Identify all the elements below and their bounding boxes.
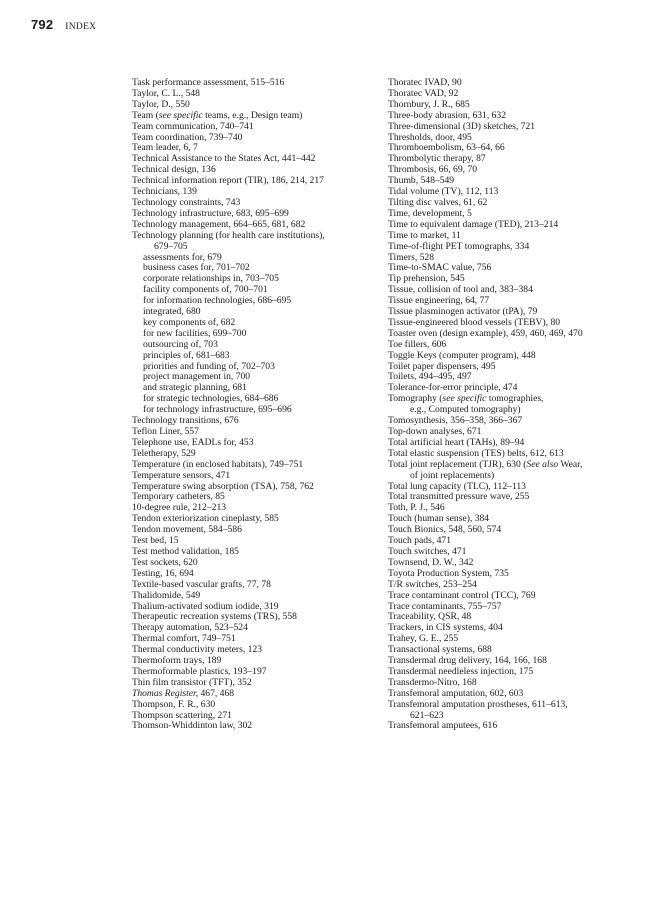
index-entry: Toggle Keys (computer program), 448: [388, 349, 536, 361]
index-entry: Top-down analyses, 671: [388, 426, 482, 437]
index-entry: Team coordination, 739–740: [132, 131, 243, 143]
index-entry: Technology constraints, 743: [132, 196, 241, 208]
index-subentry: for technology infrastructure, 695–696: [143, 404, 292, 416]
index-entry: Touch pads, 471: [388, 535, 452, 547]
index-entry: Tissue, collision of tool and, 383–384: [388, 284, 533, 296]
index-column-right: [388, 78, 650, 732]
index-entry: Total artificial heart (TAHs), 89–94: [388, 436, 525, 448]
index-entry: Textile-based vascular grafts, 77, 78: [132, 578, 271, 590]
index-entry: Tissue-engineered blood vessels (TEBV), 80: [388, 316, 561, 328]
index-entry: Toilets, 494–495, 497: [388, 371, 472, 383]
index-entry: Transfemoral amputation, 602, 603: [388, 687, 524, 699]
index-entry: Telephone use, EADLs for, 453: [132, 436, 254, 448]
index-entry: Total joint replacement (TJR), 630 (See also Wear,: [388, 458, 583, 470]
index-entry: Thoratec VAD, 92: [388, 87, 459, 99]
page-header: [31, 17, 96, 32]
index-entry: Transdermal drug delivery, 164, 166, 168: [388, 655, 547, 667]
index-entry: Trace contaminants, 755–757: [388, 600, 502, 612]
index-entry: Testing, 16, 694: [132, 567, 194, 579]
index-entry: Thrombosis, 66, 69, 70: [388, 164, 478, 176]
index-entry: Test bed, 15: [132, 535, 179, 547]
index-entry: Thermal conductivity meters, 123: [132, 644, 263, 656]
index-entry: Tissue engineering, 64, 77: [388, 295, 490, 307]
index-entry: Technical design, 136: [132, 164, 216, 176]
index-entry: Test sockets, 620: [132, 556, 198, 568]
index-entry: Toth, P. J., 546: [388, 502, 445, 514]
index-subentry: assessments for, 679: [143, 251, 222, 263]
index-entry: Toe fillers, 606: [388, 338, 447, 350]
page-number: 792: [31, 17, 54, 32]
index-entry: Thin film transistor (TFT), 352: [132, 676, 252, 688]
index-entry: Toaster oven (design example), 459, 460, 469, 470: [388, 327, 583, 339]
index-entry: Thalidomide, 549: [132, 589, 201, 601]
index-entry: Thumb, 548–549: [388, 175, 455, 187]
index-entry: Total transmitted pressure wave, 255: [388, 491, 530, 503]
index-subentry: for strategic technologies, 684–686: [143, 393, 279, 405]
index-entry: Tomosynthesis, 356–358, 366–367: [388, 415, 523, 427]
index-entry: Three-body abrasion, 631, 632: [388, 109, 507, 121]
index-entry: Time-to-SMAC value, 756: [388, 262, 492, 274]
index-entry: Thermoform trays, 189: [132, 655, 222, 667]
index-entry: Team leader, 6, 7: [132, 142, 198, 154]
index-entry: Timers, 528: [388, 251, 435, 263]
index-entry: Touch switches, 471: [388, 545, 467, 557]
index-entry: Therapy automation, 523–524: [132, 622, 248, 634]
index-entry: Thomson-Whiddinton law, 302: [132, 720, 253, 732]
index-entry: Tip prehension, 545: [388, 273, 465, 285]
index-entry: Thresholds, door, 495: [388, 131, 472, 143]
index-entry: Tendon exteriorization cineplasty, 585: [132, 513, 279, 525]
index-entry: Toyota Production System, 735: [388, 567, 509, 579]
index-entry-continuation: 679–705: [154, 240, 188, 252]
index-entry: Test method validation, 185: [132, 545, 239, 557]
index-subentry: and strategic planning, 681: [143, 382, 247, 394]
index-entry: Temperature swing absorption (TSA), 758, 762: [132, 480, 314, 492]
index-subentry: integrated, 680: [143, 306, 201, 318]
index-entry: Trace contaminant control (TCC), 769: [388, 589, 536, 601]
index-subentry: outsourcing of, 703: [143, 338, 218, 350]
index-entry: Thompson, F. R., 630: [132, 698, 216, 710]
index-entry: Therapeutic recreation systems (TRS), 558: [132, 611, 297, 623]
index-entry-continuation: e.g., Computed tomography): [410, 404, 521, 416]
index-entry: Tilting disc valves, 61, 62: [388, 196, 488, 208]
index-subentry: principles of, 681–683: [143, 349, 230, 361]
index-entry: Transfemoral amputees, 616: [388, 720, 498, 732]
index-entry: Technology transitions, 676: [132, 415, 239, 427]
index-entry: Tissue plasminogen activator (tPA), 79: [388, 306, 538, 318]
index-entry: Traceability, QSR, 48: [388, 611, 472, 623]
index-entry: Townsend, D. W., 342: [388, 556, 474, 568]
index-entry: Temperature (in enclosed habitats), 749–751: [132, 458, 304, 470]
index-entry: Thermal comfort, 749–751: [132, 633, 236, 645]
index-entry: Technical Assistance to the States Act, 441–442: [132, 153, 316, 165]
index-entry: Tendon movement, 584–586: [132, 524, 242, 536]
index-subentry: facility components of, 700–701: [143, 284, 268, 296]
index-entry: Thornbury, J. R., 685: [388, 98, 470, 110]
index-subentry: for information technologies, 686–695: [143, 295, 292, 307]
index-entry: Thomas Register, 467, 468: [132, 687, 235, 699]
index-entry: Tomography (see specific tomographies,: [388, 393, 544, 405]
index-entry: Technology infrastructure, 683, 695–699: [132, 207, 289, 219]
index-subentry: project management in, 700: [143, 371, 251, 383]
index-entry: Trahey, G. E., 255: [388, 633, 459, 645]
index-entry: Teflon Liner, 557: [132, 426, 199, 437]
index-entry: Thermoformable plastics, 193–197: [132, 665, 267, 677]
index-entry: Team (see specific teams, e.g., Design team): [132, 109, 303, 121]
index-entry: Time, development, 5: [388, 207, 472, 219]
index-entry: Technical information report (TIR), 186, 214, 217: [132, 175, 324, 187]
index-entry: Technology planning (for health care institutions),: [132, 229, 325, 241]
index-entry: Transfemoral amputation prostheses, 611–613,: [388, 698, 568, 710]
index-entry: Temperature sensors, 471: [132, 469, 231, 481]
index-entry: Technicians, 139: [132, 186, 197, 198]
index-entry-continuation: of joint replacements): [410, 469, 495, 481]
index-entry: Thalium-activated sodium iodide, 319: [132, 600, 279, 612]
index-entry: Team communication, 740–741: [132, 120, 254, 132]
index-entry: Taylor, D., 550: [132, 98, 190, 110]
index-entry: Transdermo-Nitro, 168: [388, 676, 477, 688]
index-entry: Taylor, C. L., 548: [132, 87, 200, 99]
index-entry: Tidal volume (TV), 112, 113: [388, 186, 499, 198]
index-entry: Touch Bionics, 548, 560, 574: [388, 524, 502, 536]
index-entry: Total elastic suspension (TES) belts, 612, 613: [388, 447, 564, 459]
index-column-left: [132, 78, 382, 732]
index-entry: Thoratec IVAD, 90: [388, 77, 462, 88]
index-entry: Thromboembolism, 63–64, 66: [388, 142, 505, 154]
index-subentry: business cases for, 701–702: [143, 262, 250, 274]
index-entry: Transdermal needleless injection, 175: [388, 665, 534, 677]
index-entry: T/R switches, 253–254: [388, 578, 477, 590]
index-entry: Teletherapy, 529: [132, 447, 196, 459]
index-entry: Touch (human sense), 384: [388, 513, 490, 525]
running-head: INDEX: [65, 22, 97, 32]
index-entry: Total lung capacity (TLC), 112–113: [388, 480, 526, 492]
index-entry: Time to market, 11: [388, 229, 461, 241]
index-entry: Tolerance-for-error principle, 474: [388, 382, 518, 394]
index-entry: Time to equivalent damage (TED), 213–214: [388, 218, 559, 230]
index-entry: Trackers, in CIS systems, 404: [388, 622, 503, 634]
index-entry: Transactional systems, 688: [388, 644, 492, 656]
index-entry: 10-degree rule, 212–213: [132, 502, 227, 514]
index-subentry: priorities and funding of, 702–703: [143, 360, 275, 372]
index-subentry: corporate relationships in, 703–705: [143, 273, 279, 285]
index-subentry: key components of, 682: [143, 316, 236, 328]
index-entry: Thrombolytic therapy, 87: [388, 153, 486, 165]
index-entry: Temporary catheters, 85: [132, 491, 225, 503]
index-entry: Task performance assessment, 515–516: [132, 77, 285, 88]
index-subentry: for new facilities, 699–700: [143, 327, 247, 339]
index-entry: Three-dimensional (3D) sketches, 721: [388, 120, 536, 132]
index-entry: Technology management, 664–665, 681, 682: [132, 218, 306, 230]
index-entry: Toilet paper dispensers, 495: [388, 360, 496, 372]
index-entry: Time-of-flight PET tomographs, 334: [388, 240, 530, 252]
index-entry: Thompson scattering, 271: [132, 709, 232, 721]
index-entry-continuation: 621–623: [410, 709, 444, 721]
